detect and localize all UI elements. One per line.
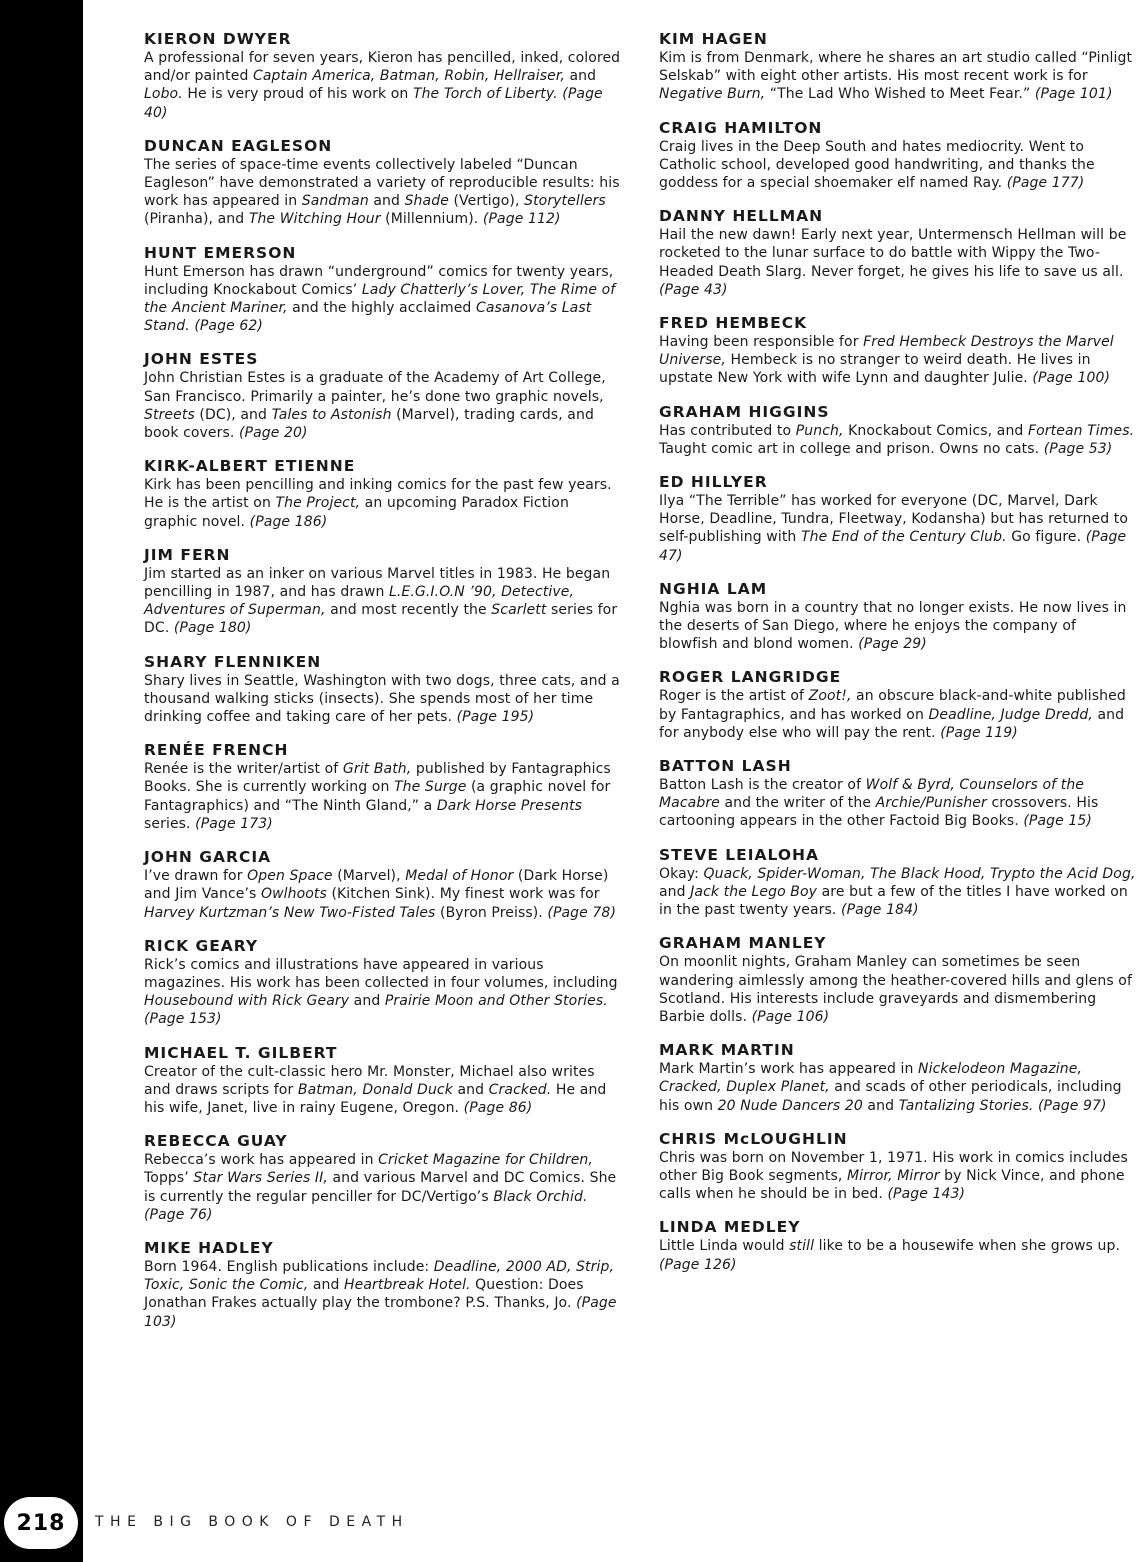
contributor-bio (144, 476, 624, 531)
bio-text-segment: published by Fantagraphics Books. She is currently working on (144, 761, 611, 796)
contributor-name: REBECCA GUAY (144, 1132, 288, 1151)
contributor-entry (659, 473, 1139, 565)
bio-italic-segment: Fred Hembeck Destroys the Marvel Universe, (659, 334, 1114, 369)
bio-italic-segment: Tales to Astonish (271, 406, 392, 423)
contributor-bio (659, 492, 1139, 565)
bio-italic-segment: (Page 173) (195, 815, 273, 832)
contributor-entry (659, 1218, 1139, 1273)
contributor-bio (659, 865, 1139, 920)
bio-italic-segment: (Page 180) (173, 620, 252, 637)
bio-text-segment: series. (144, 815, 196, 832)
contributor-entry (144, 741, 624, 833)
bio-text-segment: by Nick Vince, and phone calls when he should be in bed. (659, 1167, 1125, 1203)
bio-text-segment: (Piranha), and (144, 211, 249, 228)
contributor-bio (144, 263, 624, 336)
bio-italic-segment: The Surge (394, 779, 467, 796)
bio-text-segment: an upcoming Paradox Fiction graphic novel. (144, 495, 569, 530)
right-column (659, 30, 1139, 1289)
contributor-bio (659, 422, 1139, 458)
contributor-name: NGHIA LAM (659, 579, 768, 598)
bio-italic-segment: Lobo. (144, 86, 183, 103)
contributor-name: DUNCAN EAGLESON (144, 136, 333, 155)
bio-italic-segment: Casanova’s Last Stand. (144, 300, 592, 335)
bio-italic-segment: Fortean Times. (1027, 422, 1135, 439)
contributor-entry (659, 757, 1139, 831)
bio-text-segment: and (308, 1277, 345, 1294)
bio-italic-segment: (Page 47) (659, 529, 1127, 564)
bio-text-segment: Kim is from Denmark, where he shares an art studio called “Pinligt Selskab” with eight other artists. His most recent work is for (659, 50, 1133, 85)
bio-italic-segment: Archie/Punisher (875, 795, 987, 812)
contributor-name: CRAIG HAMILTON (659, 118, 823, 137)
bio-italic-segment: (Page 53) (1043, 440, 1113, 457)
bio-text-segment: Knockabout Comics, and (843, 422, 1028, 439)
bio-italic-segment: Dark Horse Presents (436, 797, 583, 814)
contributor-entry (659, 30, 1139, 104)
contributor-entry (659, 207, 1139, 299)
bio-italic-segment: (Page 143) (887, 1186, 966, 1203)
bio-text-segment: Craig lives in the Deep South and hates mediocrity. Went to Catholic school, developed good handwriting, and thanks the goddess for a special shoemaker elf named Ray. (659, 138, 1095, 192)
contributor-name: RENÉE FRENCH (144, 741, 289, 760)
bio-text-segment: On moonlit nights, Graham Manley can sometimes be seen wandering aimlessly among the heather-covered hills and glens of Scotland. His interests include graveyards and dismembering Barbie dolls. (659, 954, 1132, 1025)
black-spine-bar (0, 0, 83, 1562)
bio-italic-segment: (Page 40) (144, 86, 603, 121)
bio-italic-segment: (Page 29) (858, 636, 927, 653)
bio-text-segment: Roger is the artist of (659, 688, 809, 705)
bio-italic-segment: Punch, (795, 422, 844, 439)
contributor-name: JOHN ESTES (144, 350, 259, 369)
bio-italic-segment: (Page 184) (841, 902, 919, 919)
bio-italic-segment: (Page 86) (463, 1099, 533, 1116)
contributor-entry (144, 653, 624, 727)
bio-italic-segment: Batman, Donald Duck (297, 1081, 453, 1098)
bio-text-segment: Chris was born on November 1, 1971. His work in comics includes other Big Book segments, (659, 1149, 1128, 1184)
contributor-bio (659, 599, 1139, 654)
contributor-bio (144, 1151, 624, 1224)
bio-text-segment: Hunt Emerson has drawn “underground” comics for twenty years, including Knockabout Comics’ (144, 263, 614, 298)
contributor-name: HUNT EMERSON (144, 243, 297, 262)
bio-italic-segment: Shade (404, 193, 449, 210)
bio-italic-segment: Sandman (301, 193, 369, 210)
bio-italic-segment: Captain America, Batman, Robin, Hellraiser, (253, 68, 565, 85)
contributor-entry (144, 937, 624, 1029)
bio-italic-segment: (Page 106) (751, 1008, 830, 1025)
bio-italic-segment: The Witching Hour (248, 211, 381, 228)
bio-text-segment: (Dark Horse) and Jim Vance’s (144, 868, 609, 903)
bio-text-segment: (Marvel), trading cards, and book covers. (144, 406, 594, 442)
bio-italic-segment: Open Space (247, 868, 333, 885)
bio-italic-segment: Prairie Moon and Other Stories. (384, 993, 608, 1010)
contributor-name: GRAHAM HIGGINS (659, 402, 830, 421)
contributor-bio (659, 138, 1139, 193)
bio-text-segment: (Marvel), (332, 868, 406, 885)
contributor-entry (144, 457, 624, 531)
bio-text-segment: Okay: (659, 865, 704, 882)
contributor-entry (659, 846, 1139, 920)
contributor-bio (659, 1237, 1139, 1273)
bio-text-segment: I’ve drawn for (144, 868, 248, 885)
bio-italic-segment: (Page 112) (482, 211, 561, 228)
contributor-bio (144, 369, 624, 442)
bio-text-segment: Having been responsible for (659, 334, 864, 351)
contributor-name: ED HILLYER (659, 473, 768, 492)
bio-italic-segment: Harvey Kurtzman’s New Two-Fisted Tales (144, 904, 436, 921)
contributor-entry (144, 30, 624, 122)
left-column (144, 30, 624, 1346)
bio-italic-segment: Housebound with Rick Geary (144, 993, 350, 1010)
bio-italic-segment: (Page 62) (194, 318, 263, 335)
bio-text-segment: (Millennium). (380, 211, 483, 228)
contributor-entry (659, 314, 1139, 388)
bio-text-segment: and various Marvel and DC Comics. She is currently the regular penciller for DC/Vertigo’s (144, 1170, 617, 1205)
bio-italic-segment: (Page 153) (144, 1011, 222, 1028)
bio-text-segment: Jim started as an inker on various Marvel titles in 1983. He began pencilling in 1987, and has drawn (144, 565, 611, 601)
bio-text-segment: Taught comic art in college and prison. Owns no cats. (659, 440, 1044, 457)
contributor-name: RICK GEARY (144, 936, 259, 955)
contributor-bio (144, 760, 624, 833)
contributor-entry (144, 848, 624, 922)
bio-text-segment: an obscure black-and-white published by Fantagraphics, and has worked on (659, 688, 1126, 723)
bio-italic-segment: The Project, (275, 495, 361, 512)
bio-text-segment: and most recently the (325, 602, 492, 619)
contributor-bio (659, 226, 1139, 299)
contributor-bio (144, 156, 624, 229)
bio-italic-segment: Tantalizing Stories. (898, 1097, 1034, 1114)
bio-text-segment: and (862, 1097, 899, 1114)
contributor-entry (144, 546, 624, 638)
bio-text-segment: The series of space-time events collectively labeled “Duncan Eagleson” have demonstrated a variety of reproducible results: his work has appeared in (144, 156, 620, 210)
bio-italic-segment: Cricket Magazine for Children, (378, 1152, 593, 1169)
bio-italic-segment: Medal of Honor (405, 868, 514, 885)
bio-text-segment: He and his wife, Janet, live in rainy Eugene, Oregon. (144, 1081, 607, 1116)
bio-text-segment: Nghia was born in a country that no longer exists. He now lives in the deserts of San Diego, where he enjoys the company of blowfish and blond women. (659, 599, 1127, 653)
bio-italic-segment: Black Orchid. (493, 1188, 588, 1205)
contributor-entry (659, 1041, 1139, 1115)
contributor-bio (144, 1063, 624, 1118)
bio-text-segment: and (564, 68, 597, 85)
contributor-name: SHARY FLENNIKEN (144, 652, 322, 671)
contributor-bio (144, 565, 624, 638)
bio-italic-segment: (Page 43) (659, 281, 728, 298)
contributor-entry (659, 580, 1139, 654)
contributor-name: JIM FERN (144, 545, 231, 564)
bio-text-segment: Born 1964. English publications include: (144, 1258, 434, 1275)
bio-italic-segment: Negative Burn, (659, 86, 766, 103)
bio-text-segment: and (452, 1081, 489, 1098)
bio-text-segment: Topps’ (144, 1170, 194, 1187)
contributor-bio (144, 1258, 624, 1331)
bio-text-segment: John Christian Estes is a graduate of the Academy of Art College, San Francisco. Primarily a painter, he’s done two graphic novels, (144, 370, 606, 405)
bio-italic-segment: Cracked. (488, 1081, 552, 1098)
bio-text-segment: crossovers. His cartooning appears in the other Factoid Big Books. (659, 795, 1099, 830)
bio-italic-segment: (Page 101) (1034, 86, 1113, 103)
bio-text-segment: He is very proud of his work on (182, 86, 413, 103)
bio-text-segment: Question: Does Jonathan Frakes actually play the trombone? P.S. Thanks, Jo. (144, 1277, 584, 1312)
bio-text-segment: (Vertigo), (448, 193, 525, 210)
contributor-entry (144, 1132, 624, 1224)
contributor-bio (659, 687, 1139, 742)
bio-italic-segment: 20 Nude Dancers 20 (717, 1097, 863, 1114)
bio-text-segment: and (368, 193, 405, 210)
bio-text-segment: Has contributed to (659, 422, 796, 439)
contributor-name: LINDA MEDLEY (659, 1218, 801, 1237)
bio-italic-segment: Deadline, 2000 AD, Strip, Toxic, Sonic the Comic, (144, 1258, 615, 1294)
bio-italic-segment: still (789, 1238, 815, 1255)
bio-italic-segment: (Page 20) (239, 425, 308, 442)
bio-text-segment: Ilya “The Terrible” has worked for everyone (DC, Marvel, Dark Horse, Deadline, Tundra, Fleetway, Kodansha) but has returned to self-publishing with (659, 493, 1129, 546)
bio-italic-segment: Grit Bath, (342, 761, 412, 778)
bio-italic-segment: Wolf & Byrd, Counselors of the Macabre (659, 777, 1085, 812)
bio-italic-segment: Jack the Lego Boy (690, 883, 818, 900)
bio-text-segment: Hail the new dawn! Early next year, Untermensch Hellman will be rocketed to the lunar surface to do battle with Wippy the Two-Headed Death Slarg. Never forget, he gives his life to save us all. (659, 227, 1127, 280)
bio-text-segment: (Kitchen Sink). My finest work was for (326, 886, 600, 903)
bio-italic-segment: Heartbreak Hotel. (344, 1277, 471, 1294)
bio-text-segment: Shary lives in Seattle, Washington with two dogs, three cats, and a thousand walking sticks (insects). She spends most of her time drinking coffee and taking care of her pets. (144, 672, 620, 726)
contributor-name: STEVE LEIALOHA (659, 845, 820, 864)
bio-italic-segment: Lady Chatterly’s Lover, The Rime of the Ancient Mariner, (144, 281, 616, 317)
bio-text-segment: Little Linda would (659, 1238, 790, 1255)
bio-italic-segment: (Page 97) (1037, 1097, 1107, 1114)
contributor-name: JOHN GARCIA (144, 848, 272, 867)
bio-text-segment: Hembeck is no stranger to weird death. He lives in upstate New York with wife Lynn and daughter Julie. (659, 352, 1091, 387)
contributor-name: GRAHAM MANLEY (659, 934, 827, 953)
contributor-entry (659, 403, 1139, 458)
contributor-name: MIKE HADLEY (144, 1238, 274, 1257)
bio-italic-segment: (Page 76) (144, 1206, 213, 1223)
bio-italic-segment: Quack, Spider-Woman, The Black Hood, Trypto the Acid Dog, (703, 865, 1136, 882)
bio-text-segment: and the highly acclaimed (287, 300, 476, 317)
contributor-bio (659, 333, 1139, 388)
bio-text-segment: Mark Martin’s work has appeared in (659, 1061, 919, 1078)
bio-text-segment: Go figure. (1006, 529, 1086, 546)
contributor-bio (144, 867, 624, 922)
bio-text-segment: Rebecca’s work has appeared in (144, 1152, 379, 1169)
bio-text-segment: and scads of other periodicals, including his own (659, 1079, 1122, 1114)
bio-italic-segment: Storytellers (524, 193, 606, 210)
contributor-entry (144, 1239, 624, 1331)
running-book-title: THE BIG BOOK OF DEATH (95, 1514, 409, 1530)
contributor-entry (144, 137, 624, 229)
contributor-entry (659, 1130, 1139, 1204)
bio-text-segment: (DC), and (194, 406, 272, 423)
contributor-bio (659, 953, 1139, 1026)
bio-italic-segment: (Page 126) (659, 1256, 737, 1273)
contributor-bio (659, 776, 1139, 831)
bio-italic-segment: (Page 15) (1023, 813, 1092, 830)
bio-italic-segment: L.E.G.I.O.N ’90, Detective, Adventures of Superman, (144, 584, 575, 619)
bio-text-segment: series for DC. (144, 602, 618, 637)
bio-text-segment: like to be a housewife when she grows up. (814, 1238, 1121, 1255)
contributor-entry (144, 1044, 624, 1118)
bio-text-segment: (Byron Preiss). (435, 904, 548, 921)
bio-italic-segment: (Page 119) (940, 724, 1018, 741)
contributor-name: MARK MARTIN (659, 1041, 795, 1060)
contributor-name: ROGER LANGRIDGE (659, 668, 842, 687)
bio-italic-segment: (Page 103) (144, 1295, 617, 1330)
bio-italic-segment: Nickelodeon Magazine, Cracked, Duplex Planet, (659, 1061, 1083, 1096)
contributor-bio (659, 1149, 1139, 1204)
bio-italic-segment: Star Wars Series II, (193, 1170, 328, 1187)
bio-italic-segment: (Page 177) (1006, 175, 1085, 192)
bio-text-segment: Creator of the cult-classic hero Mr. Monster, Michael also writes and draws scripts for (144, 1063, 595, 1098)
bio-text-segment: “The Lad Who Wished to Meet Fear.” (765, 86, 1035, 103)
contributor-name: DANNY HELLMAN (659, 207, 824, 226)
contributor-name: KIM HAGEN (659, 30, 768, 48)
contributor-entry (144, 244, 624, 336)
contributor-bio (659, 49, 1139, 104)
bio-italic-segment: Streets (144, 406, 195, 423)
contributor-entry (144, 350, 624, 442)
contributor-name: CHRIS McLOUGHLIN (659, 1129, 848, 1148)
bio-text-segment: Renée is the writer/artist of (144, 761, 343, 778)
bio-text-segment: and the writer of the (719, 795, 876, 812)
bio-text-segment: are but a few of the titles I have worked on in the past twenty years. (659, 883, 1128, 919)
bio-italic-segment: The Torch of Liberty. (412, 86, 558, 103)
bio-text-segment: A professional for seven years, Kieron has pencilled, inked, colored and/or painted (144, 50, 621, 85)
page-number: 218 (4, 1497, 78, 1549)
bio-text-segment: and (349, 993, 385, 1010)
contributor-name: BATTON LASH (659, 757, 792, 776)
bio-italic-segment: Deadline, Judge Dredd, (928, 706, 1093, 723)
bio-italic-segment: Scarlett (491, 602, 547, 619)
bio-text-segment: and for anybody else who will pay the rent. (659, 706, 1125, 741)
contributor-name: FRED HEMBECK (659, 314, 808, 333)
contributor-bio (659, 1060, 1139, 1115)
bio-text-segment: (a graphic novel for Fantagraphics) and “The Ninth Gland,” a (144, 779, 611, 814)
bio-italic-segment: Zoot!, (808, 688, 852, 705)
contributor-entry (659, 119, 1139, 193)
contributor-name: KIERON DWYER (144, 30, 292, 48)
contributor-bio (144, 672, 624, 727)
bio-text-segment: Rick’s comics and illustrations have appeared in various magazines. His work has been collected in four volumes, including (144, 956, 618, 991)
bio-text-segment: Kirk has been pencilling and inking comics for the past few years. He is the artist on (144, 477, 612, 512)
bio-italic-segment: (Page 78) (547, 904, 617, 921)
bio-italic-segment: (Page 195) (456, 709, 535, 726)
contributor-name: MICHAEL T. GILBERT (144, 1043, 338, 1062)
bio-italic-segment: (Page 186) (249, 513, 328, 530)
bio-italic-segment: The End of the Century Club. (800, 529, 1007, 546)
contributor-entry (659, 934, 1139, 1026)
bio-italic-segment: Owlhoots (260, 886, 327, 903)
contributor-bio (144, 49, 624, 122)
bio-italic-segment: (Page 100) (1032, 370, 1111, 387)
bio-text-segment: and (659, 883, 691, 900)
bio-text-segment: Batton Lash is the creator of (659, 777, 866, 794)
contributor-name: KIRK-ALBERT ETIENNE (144, 457, 356, 476)
bio-italic-segment: Mirror, Mirror (846, 1167, 940, 1184)
contributor-bio (144, 956, 624, 1029)
contributor-entry (659, 668, 1139, 742)
